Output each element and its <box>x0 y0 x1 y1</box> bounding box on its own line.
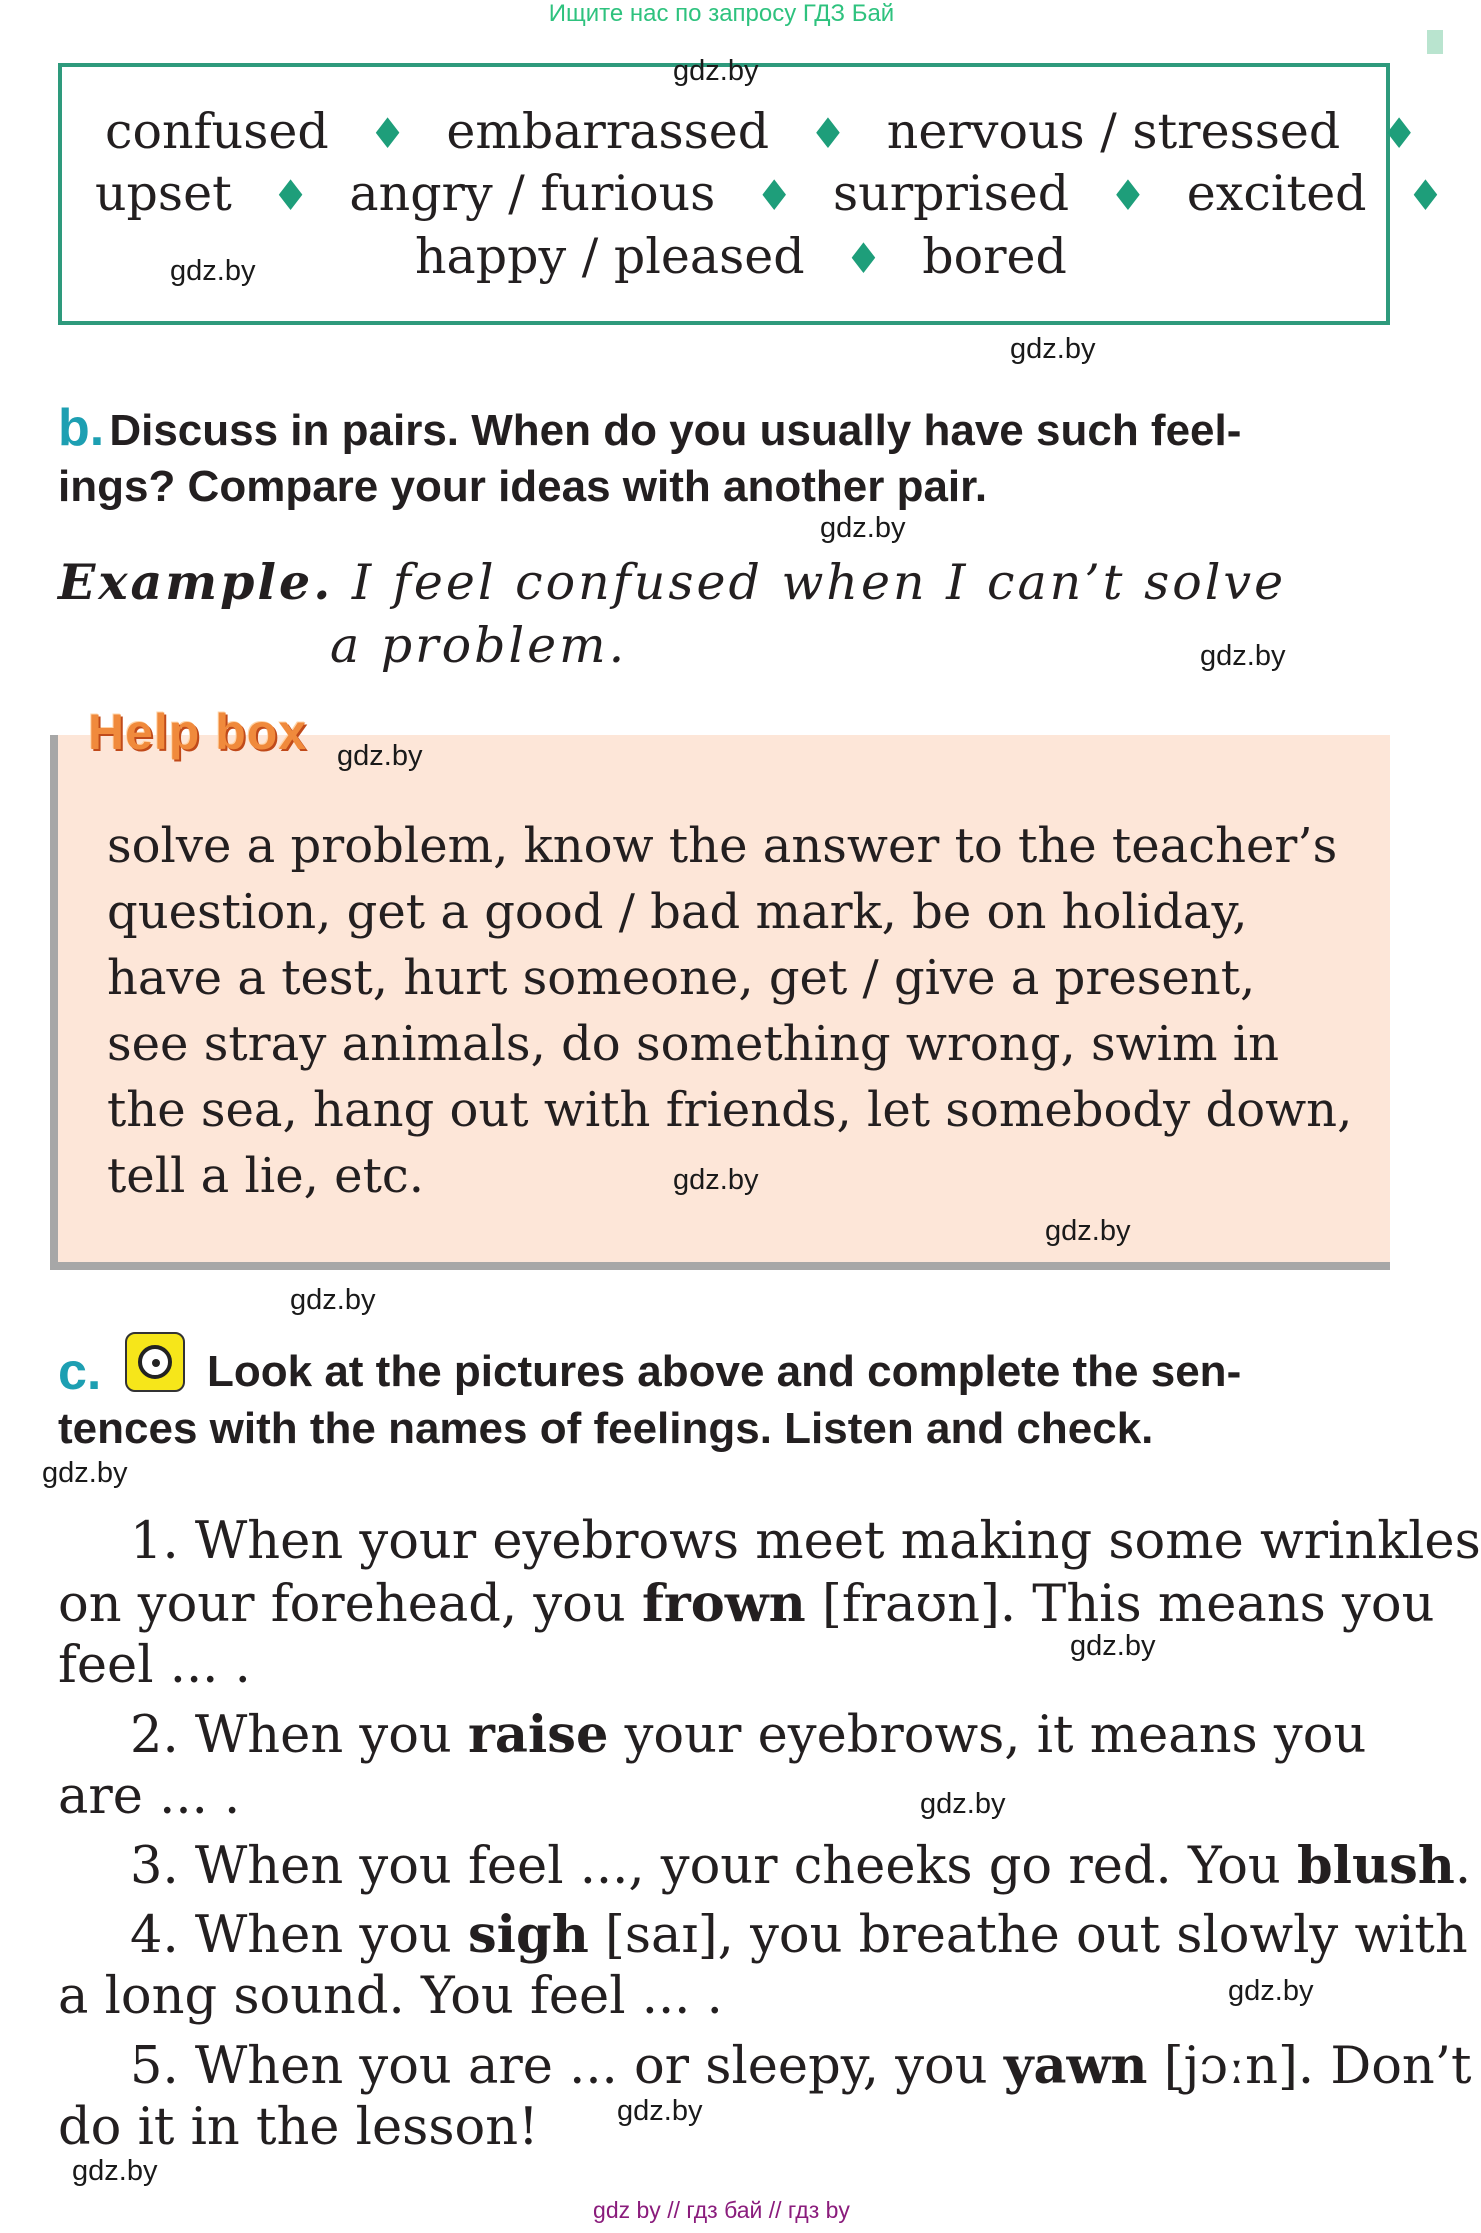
text: . <box>1454 1837 1472 1896</box>
watermark: gdz.by <box>290 1284 376 1316</box>
diamond-icon: ♦ <box>368 109 407 158</box>
watermark: gdz.by <box>1010 333 1096 365</box>
example-text: I feel confused when I can’t solve <box>351 554 1287 611</box>
watermark: gdz.by <box>1228 1975 1314 2007</box>
corner-marker <box>1427 30 1443 54</box>
vocab-word: surprised <box>832 165 1070 222</box>
watermark: gdz.by <box>673 1164 759 1196</box>
text: [jɔːn]. Don’t <box>1147 2037 1472 2096</box>
help-line: the sea, hang out with friends, let somebody down, <box>107 1082 1353 1138</box>
top-banner: Ищите нас по запросу ГДЗ Бай <box>548 0 895 27</box>
diamond-icon: ♦ <box>809 109 847 158</box>
example-label: Example. <box>58 553 334 611</box>
keyword: sigh <box>467 1905 589 1965</box>
sentence-4-line-2: a long sound. You feel ... . <box>58 1967 723 2026</box>
keyword: raise <box>467 1705 609 1765</box>
section-c-instruction-2: tences with the names of feelings. Listen and check. <box>58 1404 1154 1453</box>
help-line: solve a problem, know the answer to the teacher’s <box>107 818 1338 874</box>
vocab-word: nervous / stressed <box>886 103 1341 160</box>
footer-links: gdz by // гдз бай // гдз by <box>593 2197 850 2223</box>
example-line-2: a problem. <box>330 617 628 674</box>
watermark: gdz.by <box>337 740 423 772</box>
help-box-title: Help box <box>88 704 308 760</box>
text: 4. When you <box>130 1906 468 1965</box>
sentence-4-line-1 <box>130 1905 1468 1965</box>
help-line: have a test, hurt someone, get / give a present, <box>107 950 1256 1006</box>
sentence-5-line-1 <box>130 2036 1471 2096</box>
text: 3. When you feel ..., your cheeks go red. You <box>130 1837 1297 1896</box>
vocab-word: embarrassed <box>446 103 770 160</box>
diamond-icon: ♦ <box>1380 109 1418 158</box>
watermark: gdz.by <box>1200 640 1286 672</box>
vocab-word: bored <box>922 228 1067 285</box>
text: your eyebrows, it means you <box>608 1706 1367 1765</box>
watermark: gdz.by <box>617 2095 703 2127</box>
text: on your forehead, you <box>58 1575 642 1634</box>
section-b-heading <box>58 398 1241 458</box>
watermark: gdz.by <box>170 255 256 287</box>
sentence-2-line-2: are ... . <box>58 1767 241 1826</box>
diamond-icon: ♦ <box>844 234 883 283</box>
watermark: gdz.by <box>920 1788 1006 1820</box>
sentence-1-line-2 <box>58 1574 1434 1634</box>
keyword: blush <box>1296 1836 1455 1896</box>
sentence-1-line-3: feel ... . <box>58 1636 251 1695</box>
watermark: gdz.by <box>1045 1215 1131 1247</box>
section-instruction: Discuss in pairs. When do you usually have such feel- <box>109 406 1242 455</box>
vocab-line-2 <box>95 165 1444 222</box>
vocab-word: confused <box>105 103 329 160</box>
sentence-1-line-1: 1. When your eyebrows meet making some wrinkles <box>130 1512 1481 1571</box>
section-letter: c. <box>58 1343 102 1401</box>
watermark: gdz.by <box>42 1457 128 1489</box>
help-line: question, get a good / bad mark, be on holiday, <box>107 884 1248 940</box>
vocab-word: excited <box>1186 165 1367 222</box>
watermark: gdz.by <box>72 2155 158 2187</box>
vocab-line-3 <box>415 228 1067 285</box>
section-letter: b. <box>58 399 105 457</box>
text: 5. When you are ... or sleepy, you <box>130 2037 1004 2096</box>
example-line-1 <box>58 553 1286 611</box>
section-c-instruction-1: Look at the pictures above and complete the sen- <box>207 1347 1242 1396</box>
sentence-5-line-2: do it in the lesson! <box>58 2098 539 2157</box>
vocab-line-1 <box>105 103 1418 160</box>
audio-cd-icon[interactable] <box>125 1332 185 1392</box>
diamond-icon: ♦ <box>755 171 793 220</box>
watermark: gdz.by <box>673 55 759 87</box>
sentence-3 <box>130 1836 1471 1896</box>
help-line: tell a lie, etc. <box>107 1148 424 1204</box>
text: 2. When you <box>130 1706 468 1765</box>
keyword: yawn <box>1003 2036 1148 2096</box>
vocab-word: upset <box>95 165 232 222</box>
diamond-icon: ♦ <box>1109 171 1147 220</box>
text: [fraʊn]. This means you <box>805 1575 1435 1634</box>
section-b-instruction-2: ings? Compare your ideas with another pair. <box>58 462 988 511</box>
vocab-word: angry / furious <box>349 165 716 222</box>
help-line: see stray animals, do something wrong, swim in <box>107 1016 1280 1072</box>
watermark: gdz.by <box>820 512 906 544</box>
sentence-2-line-1 <box>130 1705 1366 1765</box>
keyword: frown <box>641 1574 806 1634</box>
watermark: gdz.by <box>1070 1630 1156 1662</box>
diamond-icon: ♦ <box>1406 171 1445 220</box>
diamond-icon: ♦ <box>271 171 310 220</box>
section-c-letter-wrap <box>58 1342 101 1402</box>
text: [saɪ], you breathe out slowly with <box>588 1906 1468 1965</box>
vocab-word: happy / pleased <box>415 228 805 285</box>
